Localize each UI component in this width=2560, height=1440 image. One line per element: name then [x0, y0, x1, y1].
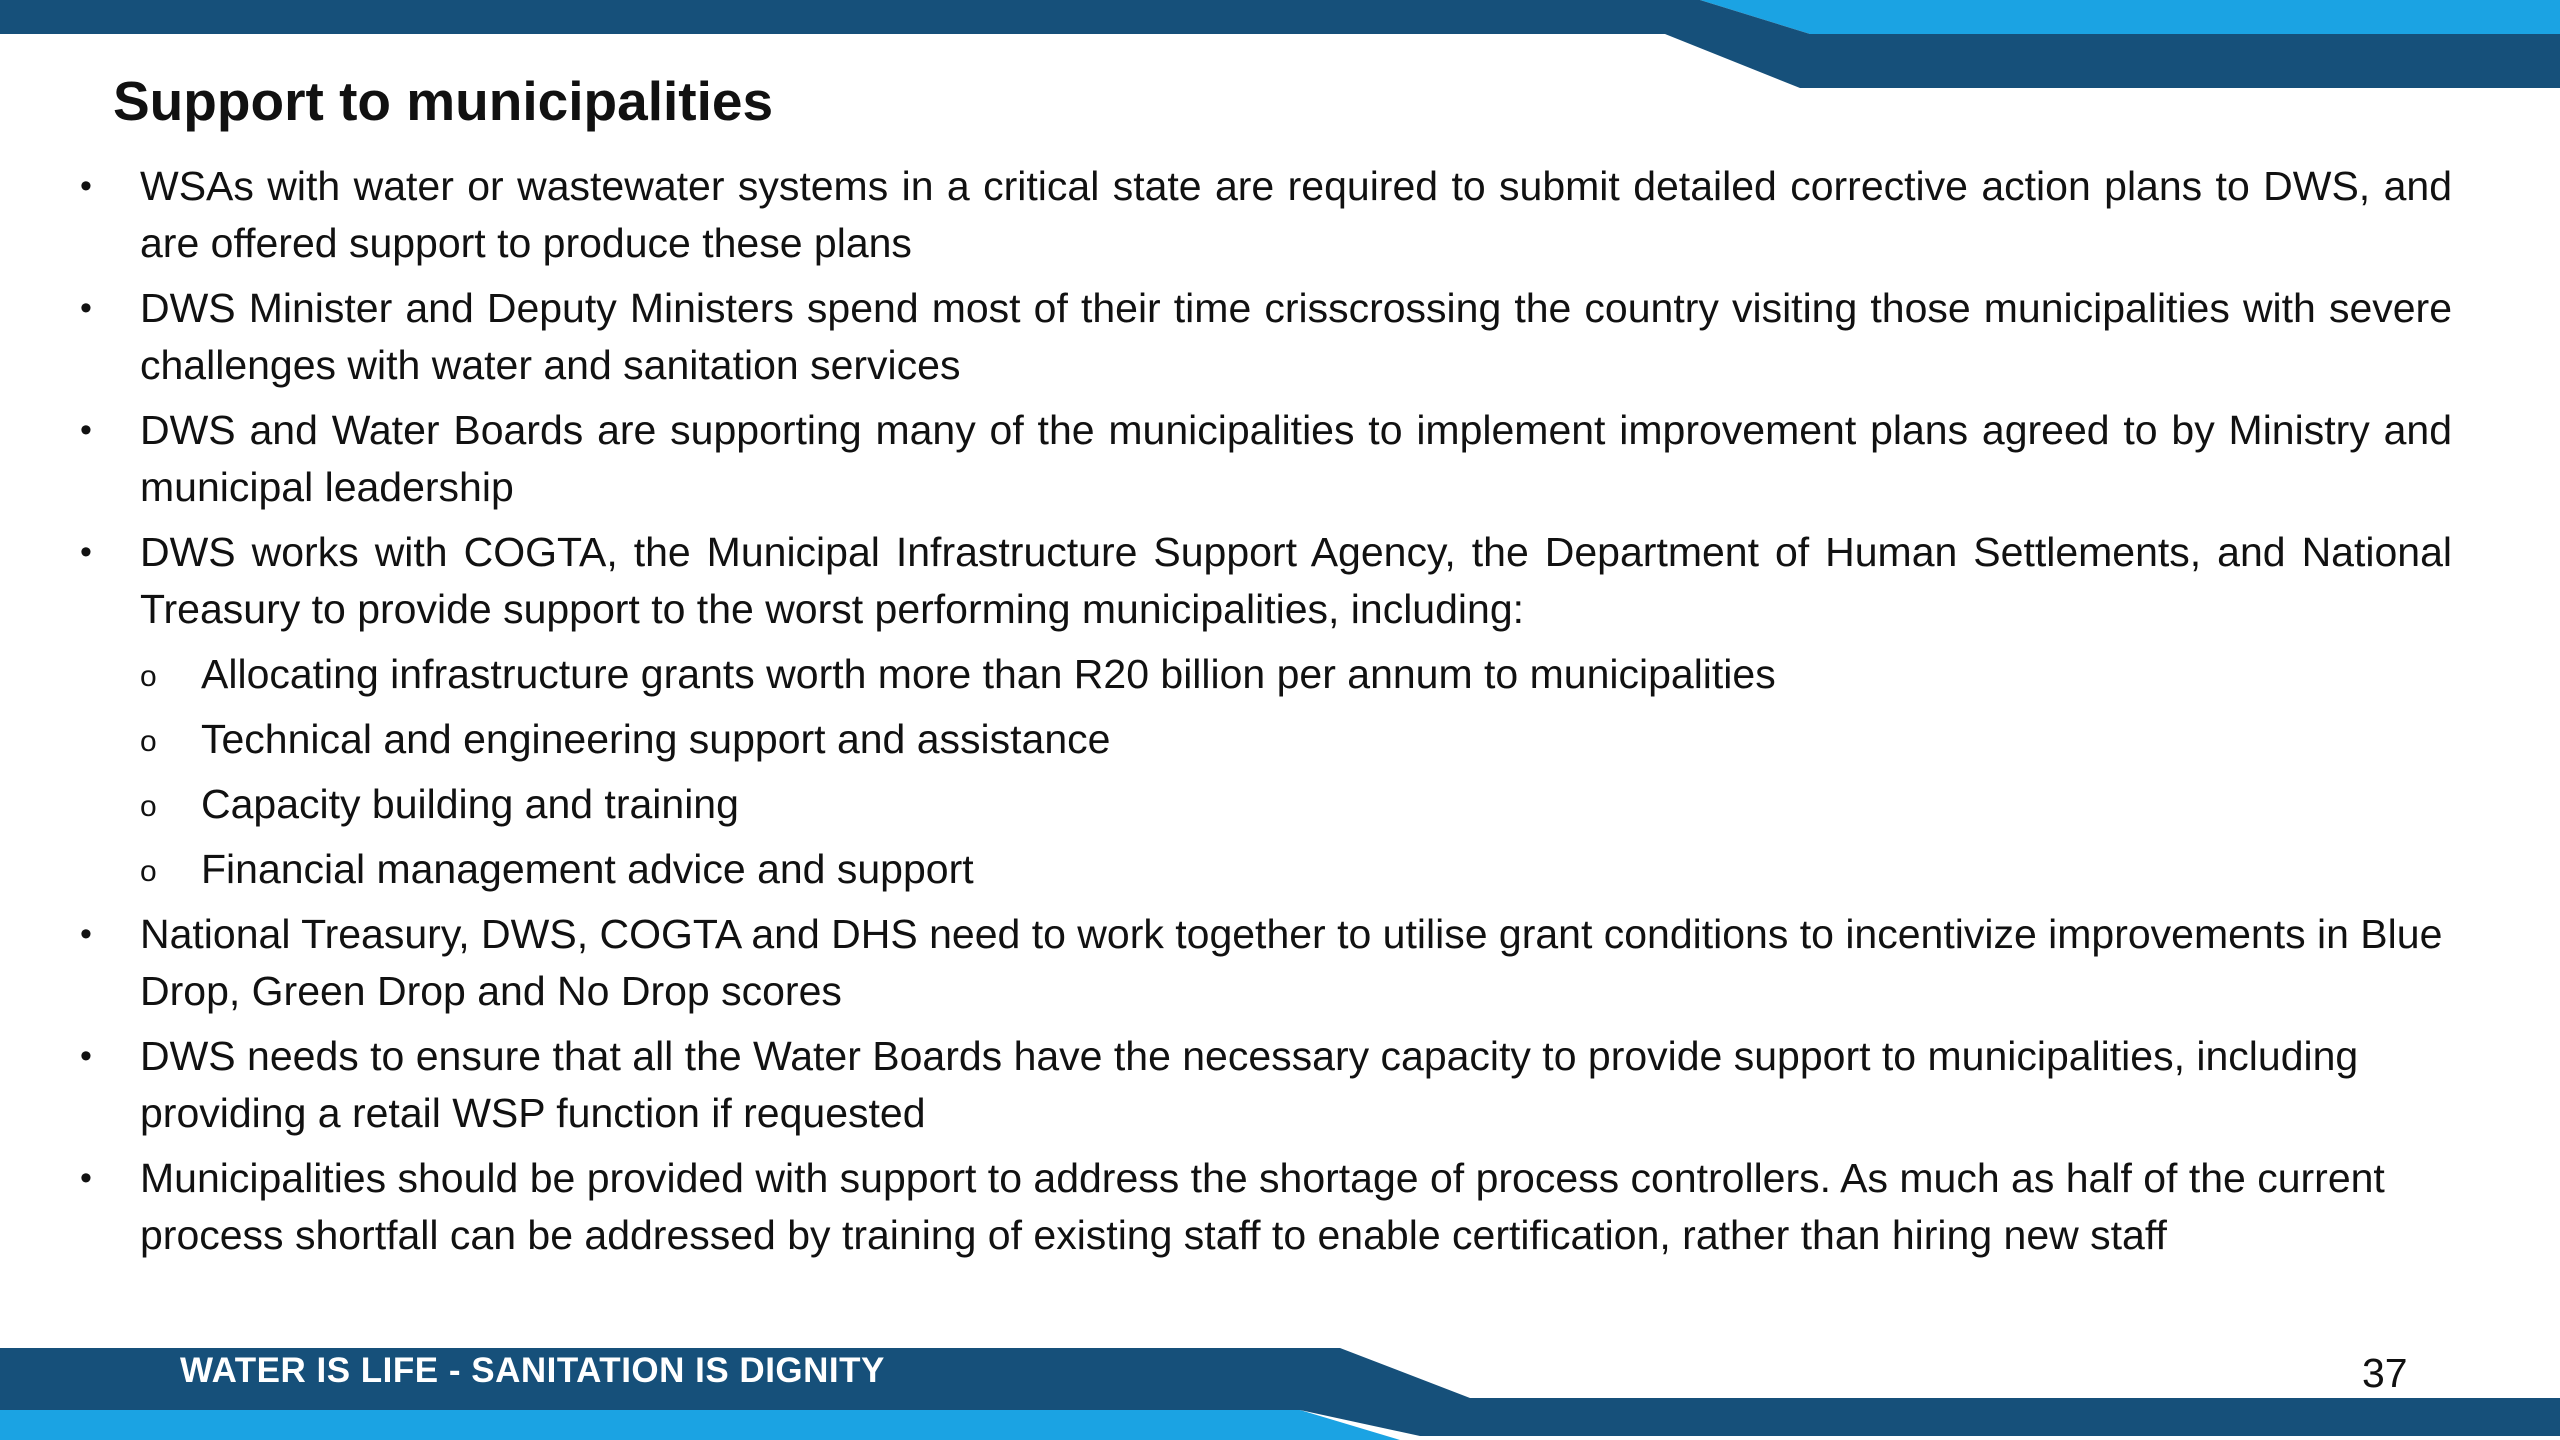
sub-bullet-item [70, 646, 2452, 703]
bullet-text: DWS Minister and Deputy Ministers spend most of their time crisscrossing the country visiting those municipalities with severe challenges with water and sanitation services [140, 285, 2452, 388]
hollow-circle-icon: o [140, 660, 157, 693]
bullet-text: DWS and Water Boards are supporting many of the municipalities to implement improvement plans agreed to by Ministry and municipal leadership [140, 407, 2452, 510]
bullet-item [70, 402, 2452, 516]
sub-bullet-item [70, 711, 2452, 768]
bullet-dot-icon: • [80, 411, 92, 449]
bullet-item [70, 158, 2452, 272]
bullet-item [70, 1028, 2452, 1142]
bullet-dot-icon: • [80, 289, 92, 327]
footer-light-band [0, 1410, 1400, 1440]
sub-bullet-text: Capacity building and training [201, 781, 739, 827]
footer-slogan: WATER IS LIFE - SANITATION IS DIGNITY [180, 1351, 885, 1390]
header-light-band [1700, 0, 2560, 34]
page-number: 37 [2362, 1350, 2408, 1396]
bullet-text: DWS works with COGTA, the Municipal Infrastructure Support Agency, the Department of Human Settlements, and National Treasury to provide support to the worst performing municipalities, including: [140, 529, 2452, 632]
sub-bullet-text: Allocating infrastructure grants worth more than R20 billion per annum to municipalities [201, 651, 1776, 697]
bullet-dot-icon: • [80, 533, 92, 571]
sub-bullet-text: Financial management advice and support [201, 846, 974, 892]
page-title: Support to municipalities [113, 70, 774, 132]
bullet-item [70, 906, 2452, 1020]
bullet-item [70, 524, 2452, 638]
sub-bullet-item [70, 841, 2452, 898]
sub-bullet-text: Technical and engineering support and assistance [201, 716, 1111, 762]
bullet-dot-icon: • [80, 915, 92, 953]
bullet-item [70, 1150, 2452, 1264]
bullet-text: DWS needs to ensure that all the Water Boards have the necessary capacity to provide support to municipalities, including providing a retail WSP function if requested [140, 1033, 2359, 1136]
sub-bullet-item [70, 776, 2452, 833]
bullet-text: Municipalities should be provided with support to address the shortage of process controllers. As much as half of the current process shortfall can be addressed by training of existing staff to enable certification, rather than hiring new staff [140, 1155, 2385, 1258]
hollow-circle-icon: o [140, 725, 157, 758]
bullet-dot-icon: • [80, 167, 92, 205]
bullet-text: National Treasury, DWS, COGTA and DHS need to work together to utilise grant conditions to incentivize improvements in Blue Drop, Green Drop and No Drop scores [140, 911, 2443, 1014]
hollow-circle-icon: o [140, 855, 157, 888]
bullet-item [70, 280, 2452, 394]
bullet-dot-icon: • [80, 1159, 92, 1197]
bullet-dot-icon: • [80, 1037, 92, 1075]
hollow-circle-icon: o [140, 790, 157, 823]
bullet-list [70, 158, 2452, 1272]
bullet-text: WSAs with water or wastewater systems in a critical state are required to submit detailed corrective action plans to DWS, and are offered support to produce these plans [140, 163, 2452, 266]
